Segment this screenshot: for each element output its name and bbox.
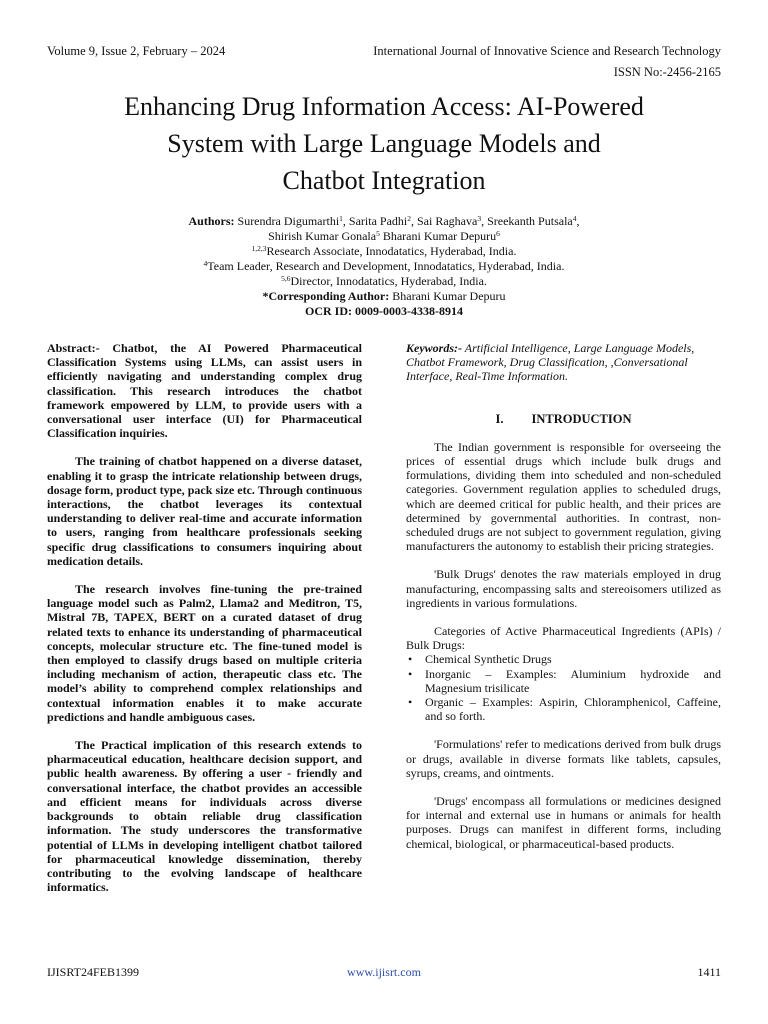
footer-website-link[interactable]: www.ijisrt.com (347, 965, 421, 979)
list-item: • Inorganic – Examples: Aluminium hydroxide and Magnesium trisilicate (406, 667, 721, 695)
abstract-paragraph-1: Abstract:- Chatbot, the AI Powered Pharmaceutical Classification Systems using LLMs, can assist users in efficiently navigating and understanding complex drug classification. This research introduces the chatbot framework empowered by LLM, to provide users with a conversational user interface (UI) for Pharmaceutical Classification inquiries. (47, 341, 362, 441)
title-line-2: System with Large Language Models and (167, 129, 601, 158)
issn-label: ISSN No:-2456-2165 (613, 65, 721, 79)
footer-page-number: 1411 (697, 965, 721, 979)
authors-line-1: Authors: Surendra Digumarthi$^1$, Sarita Padhi$^2$, Sai Raghava$^3$, Sreekanth Putsala$^4$, (188, 214, 580, 228)
authors-line-2: Shirish Kumar Gonala$^5$ Bharani Kumar Depuru$^6$ (268, 229, 500, 243)
title-line-3: Chatbot Integration (282, 166, 486, 195)
ocr-id: OCR ID: 0009-0003-4338-8914 (305, 304, 463, 318)
intro-paragraph-2: 'Bulk Drugs' denotes the raw materials employed in drug manufacturing, encompassing salts and stereoisomers utilized as ingredients in various formulations. (406, 567, 721, 610)
title-line-1: Enhancing Drug Information Access: AI-Powered (124, 92, 644, 121)
keywords-text: Artificial Intelligence, Large Language Models, Chatbot Framework, Drug Classification, ,Conversational Interface, Real-Time Information. (406, 341, 695, 384)
author-block (84, 214, 684, 319)
abstract-column (47, 341, 362, 908)
intro-paragraph-3: Categories of Active Pharmaceutical Ingredients (APIs) / Bulk Drugs: (406, 624, 721, 653)
intro-paragraph-4: 'Formulations' refer to medications derived from bulk drugs or drugs, available in diverse formats like tablets, capsules, syrups, creams, and ointments. (406, 737, 721, 780)
affiliation-1: $^{1,2,3}$Research Associate, Innodatatics, Hyderabad, India. (251, 244, 517, 258)
right-column (406, 341, 721, 865)
authors-label: Authors: (188, 214, 235, 228)
running-header-journal: International Journal of Innovative Science and Research Technology (373, 44, 721, 58)
paper-title (40, 88, 728, 199)
corresponding-author: *Corresponding Author: Bharani Kumar Depuru (262, 289, 506, 303)
abstract-paragraph-3: The research involves fine-tuning the pre-trained language model such as Palm2, Llama2 and Meditron, T5, Mistral 7B, TAPEX, BERT on a curated dataset of drug related texts to enhance its understanding of pharmaceutical concepts, molecular structure etc. The fine-tuned model is then employed to classify drugs based on multiple criteria including mechanism of action, therapeutic class etc. The model’s ability to comprehend complex relationships and contextual information enables it to make accurate predictions and handle ambiguous cases. (47, 582, 362, 724)
list-item: • Organic – Examples: Aspirin, Chloramphenicol, Caffeine, and so forth. (406, 695, 721, 723)
running-header-volume: Volume 9, Issue 2, February – 2024 (47, 44, 226, 58)
intro-paragraph-1: The Indian government is responsible for overseeing the prices of essential drugs which include bulk drugs and formulations, dividing them into scheduled and non-scheduled categories. Government regulation applies to scheduled drugs, which are deemed critical for public health, and their prices are determined by governmental authorities. In contrast, non-scheduled drugs are not subject to government regulation, giving manufacturers the autonomy to establish their pricing strategies. (406, 439, 721, 554)
affiliation-3: $^{5,6}$Director, Innodatatics, Hyderabad, India. (281, 274, 487, 288)
abstract-paragraph-2: The training of chatbot happened on a diverse dataset, enabling it to grasp the intricate relationship between drugs, dosage form, product type, pack size etc. Through continuous interactions, the chatbot leverages its contextual understanding to deliver real-time and accurate information to users, ranging from healthcare professionals seeking specific drug classifications to consumers inquiring about medication details. (47, 454, 362, 568)
abstract-paragraph-4: The Practical implication of this research extends to pharmaceutical education, healthcare decision support, and public health awareness. By offering a user - friendly and conversational interface, the chatbot provides an accessible and efficient means for individuals across diverse backgrounds to obtain reliable drug classification information. The study underscores the transformative potential of LLMs in developing intelligent chatbot tailored for pharmaceutical knowledge dissemination, thereby contributing to the evolving landscape of healthcare informatics. (47, 738, 362, 895)
section-heading-introduction: I. INTRODUCTION (495, 411, 632, 426)
keywords (406, 341, 721, 384)
api-category-list (406, 652, 721, 723)
list-item: • Chemical Synthetic Drugs (406, 652, 721, 666)
keywords-label: Keywords:- (406, 341, 462, 355)
intro-paragraph-5: 'Drugs' encompass all formulations or medicines designed for internal and external use in humans or animals for health purposes. Drugs can manifest in different forms, including chemical, biological, or pharmaceutical-based products. (406, 794, 721, 851)
affiliation-2: $^4$Team Leader, Research and Development, Innodatatics, Hyderabad, India. (203, 259, 565, 273)
footer-article-id: IJISRT24FEB1399 (47, 965, 139, 979)
